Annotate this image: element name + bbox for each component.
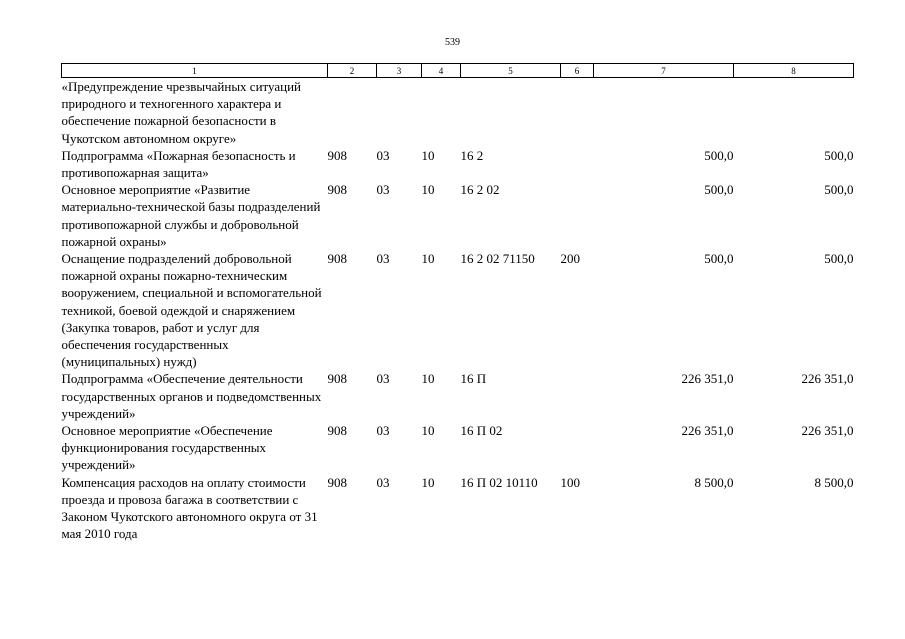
row-amount-1: 500,0 bbox=[704, 251, 734, 267]
row-amount-2 bbox=[734, 78, 854, 147]
row-amount-2: 226 351,0 bbox=[801, 371, 854, 387]
column-header: 3 bbox=[377, 64, 422, 78]
column-header: 8 bbox=[734, 64, 854, 78]
row-section: 03 bbox=[376, 251, 390, 267]
row-name: «Предупреждение чрезвычайных ситуаций природного и техногенного характера и обеспечение пожарной безопасности в Чукотском автономном округе» bbox=[61, 79, 302, 146]
row-section: 03 bbox=[376, 371, 390, 387]
row-subsection: 10 bbox=[421, 182, 435, 198]
row-expense-type: 100 bbox=[560, 474, 580, 490]
column-header: 7 bbox=[594, 64, 734, 78]
row-amount-2: 500,0 bbox=[824, 147, 854, 163]
row-subsection bbox=[422, 78, 461, 147]
row-subsection: 10 bbox=[421, 147, 435, 163]
budget-table bbox=[61, 63, 854, 542]
row-amount-1: 500,0 bbox=[704, 182, 734, 198]
table-row bbox=[62, 422, 854, 474]
row-expense-type bbox=[561, 181, 594, 250]
table-row bbox=[62, 147, 854, 181]
row-subsection: 10 bbox=[421, 474, 435, 490]
row-ministry: 908 bbox=[327, 251, 347, 267]
row-expense-type bbox=[561, 147, 594, 181]
row-amount-1: 8 500,0 bbox=[694, 474, 734, 490]
row-amount-1 bbox=[594, 78, 734, 147]
row-section: 03 bbox=[376, 423, 390, 439]
row-ministry: 908 bbox=[327, 147, 347, 163]
row-amount-2: 500,0 bbox=[824, 182, 854, 198]
row-section: 03 bbox=[376, 147, 390, 163]
table-row bbox=[62, 474, 854, 543]
page-number: 539 bbox=[445, 37, 460, 48]
row-target-article: 16 2 02 71150 bbox=[460, 251, 535, 267]
row-name: Подпрограмма «Обеспечение деятельности государственных органов и подведомственных учреждений» bbox=[61, 371, 322, 421]
table-row bbox=[62, 181, 854, 250]
row-subsection: 10 bbox=[421, 371, 435, 387]
row-name: Основное мероприятие «Развитие материально-технической базы подразделений противопожарной службы и добровольной пожарной охраны» bbox=[61, 182, 321, 249]
row-section bbox=[377, 78, 422, 147]
row-target-article: 16 П 02 bbox=[460, 423, 503, 439]
row-section: 03 bbox=[376, 182, 390, 198]
table-row bbox=[62, 370, 854, 422]
row-expense-type bbox=[561, 78, 594, 147]
row-expense-type bbox=[561, 422, 594, 474]
row-ministry: 908 bbox=[327, 474, 347, 490]
table-row bbox=[62, 250, 854, 370]
row-amount-2: 8 500,0 bbox=[814, 474, 854, 490]
row-target-article: 16 П bbox=[460, 371, 487, 387]
row-name: Оснащение подразделений добровольной пожарной охраны пожарно-техническим вооружением, специальной и вспомогательной техникой, боевой одеждой и снаряжением (Закупка товаров, работ и услуг для обеспечения государственных (муниципальных) нужд) bbox=[61, 251, 322, 370]
row-target-article: 16 2 02 bbox=[460, 182, 500, 198]
row-subsection: 10 bbox=[421, 423, 435, 439]
row-ministry bbox=[328, 78, 377, 147]
row-amount-2: 226 351,0 bbox=[801, 423, 854, 439]
column-header: 5 bbox=[461, 64, 561, 78]
header-row bbox=[62, 64, 854, 78]
column-header: 2 bbox=[328, 64, 377, 78]
column-header: 4 bbox=[422, 64, 461, 78]
row-ministry: 908 bbox=[327, 182, 347, 198]
row-name: Подпрограмма «Пожарная безопасность и противопожарная защита» bbox=[61, 147, 296, 181]
row-amount-1: 226 351,0 bbox=[681, 423, 734, 439]
row-expense-type: 200 bbox=[560, 251, 580, 267]
row-amount-1: 500,0 bbox=[704, 147, 734, 163]
row-target-article bbox=[461, 78, 561, 147]
row-subsection: 10 bbox=[421, 251, 435, 267]
row-section: 03 bbox=[376, 474, 390, 490]
table-row bbox=[62, 78, 854, 147]
row-expense-type bbox=[561, 370, 594, 422]
row-name: Основное мероприятие «Обеспечение функционирования государственных учреждений» bbox=[61, 423, 273, 473]
row-ministry: 908 bbox=[327, 423, 347, 439]
row-amount-1: 226 351,0 bbox=[681, 371, 734, 387]
row-amount-2: 500,0 bbox=[824, 251, 854, 267]
row-name: Компенсация расходов на оплату стоимости проезда и провоза багажа в соответствии с Законом Чукотского автономного округа от 31 мая 2010 года bbox=[61, 474, 318, 542]
column-header: 6 bbox=[561, 64, 594, 78]
row-ministry: 908 bbox=[327, 371, 347, 387]
column-header: 1 bbox=[62, 64, 328, 78]
row-target-article: 16 П 02 10110 bbox=[460, 474, 538, 490]
row-target-article: 16 2 bbox=[460, 147, 484, 163]
